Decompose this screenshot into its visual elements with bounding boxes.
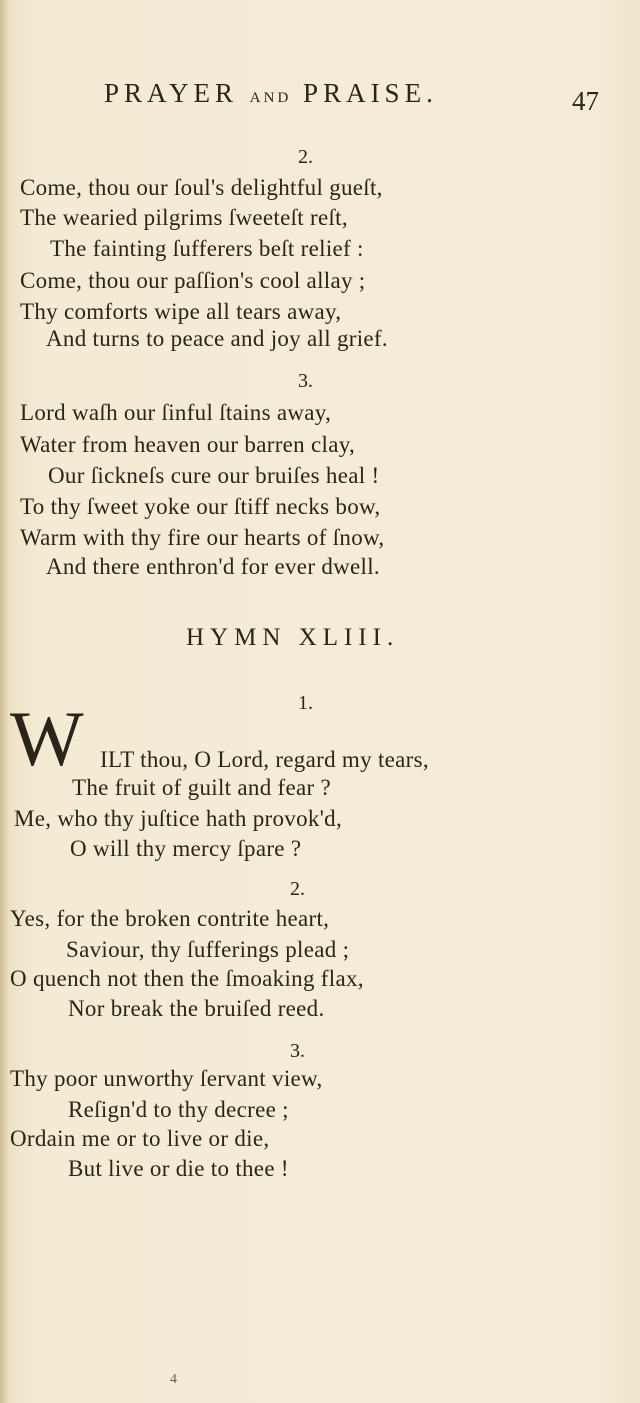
verse-line: And there enthron'd for ever dwell.: [46, 554, 380, 579]
stanza-number: 1.: [298, 692, 313, 714]
stanza-number: 3.: [298, 370, 313, 392]
verse-line: Ordain me or to live or die,: [10, 1126, 270, 1151]
verse-line: Thy poor unworthy ſervant view,: [10, 1066, 323, 1091]
verse-line: Me, who thy juſtice hath provok'd,: [14, 806, 342, 831]
verse-line: Our ſickneſs cure our bruiſes heal !: [48, 463, 380, 488]
verse-line: Lord waſh our ſinful ſtains away,: [20, 400, 332, 425]
verse-line: The wearied pilgrims ſweeteſt reſt,: [20, 205, 348, 230]
stanza-number: 2.: [290, 878, 305, 900]
verse-line: Thy comforts wipe all tears away,: [20, 299, 342, 324]
stanza-number: 3.: [290, 1040, 305, 1062]
verse-line: And turns to peace and joy all grief.: [46, 326, 388, 351]
hymn-title: HYMN XLIII.: [186, 624, 400, 651]
stanza-number: 2.: [298, 146, 313, 168]
verse-line: O will thy mercy ſpare ?: [70, 836, 302, 861]
header-left: PRAYER: [104, 78, 239, 108]
verse-line: Nor break the bruiſed reed.: [68, 996, 325, 1021]
verse-line: Warm with thy fire our hearts of ſnow,: [20, 525, 385, 550]
verse-line: Come, thou our paſſion's cool allay ;: [20, 268, 366, 293]
header-right: PRAISE.: [303, 78, 438, 108]
verse-line: Saviour, thy ſufferings plead ;: [66, 937, 350, 962]
verse-line: O quench not then the ſmoaking flax,: [10, 966, 364, 991]
verse-line: Yes, for the broken contrite heart,: [10, 906, 330, 931]
verse-line: Reſign'd to thy decree ;: [68, 1097, 289, 1122]
header-connector: AND: [249, 90, 292, 106]
verse-line: The fruit of guilt and fear ?: [72, 775, 332, 800]
verse-line: But live or die to thee !: [68, 1156, 289, 1181]
verse-line: Come, thou our ſoul's delightful gueſt,: [20, 175, 383, 200]
signature-mark: 4: [170, 1372, 177, 1387]
verse-line: ILT thou, O Lord, regard my tears,: [100, 747, 429, 772]
running-header: [104, 78, 534, 109]
drop-cap: W: [10, 695, 84, 782]
verse-line: Water from heaven our barren clay,: [20, 432, 356, 457]
verse-line: To thy ſweet yoke our ſtiff necks bow,: [20, 494, 381, 519]
page-number: 47: [572, 86, 599, 116]
verse-line: The fainting ſufferers beſt relief :: [50, 236, 364, 261]
page-gutter: [0, 0, 8, 1403]
